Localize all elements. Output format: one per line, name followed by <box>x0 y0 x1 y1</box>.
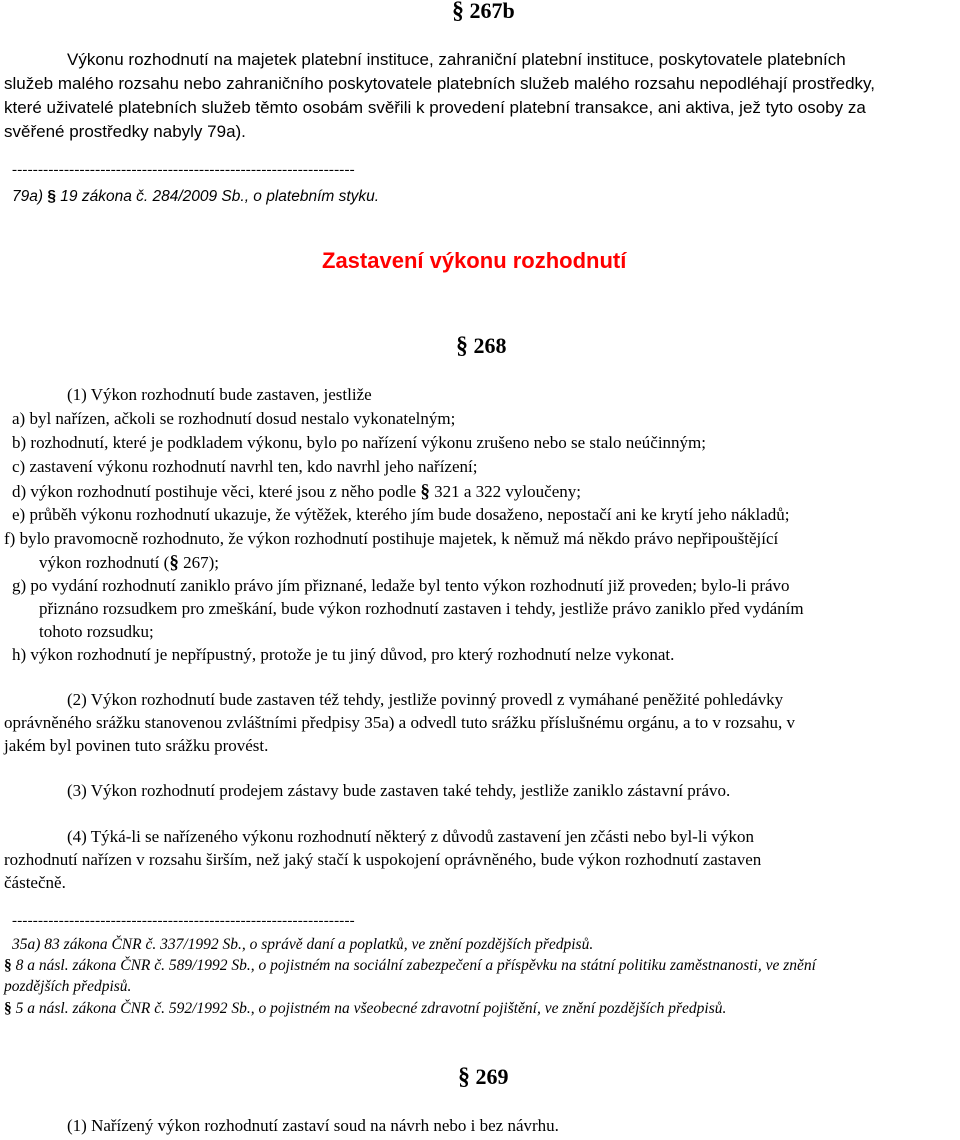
footnote-35a: 35a) 83 zákona ČNR č. 337/1992 Sb., o správě daní a poplatků, ve znění pozdějších předpisů. <box>12 936 594 953</box>
footnote-rule: ------------------------------------------------------------------ <box>12 913 355 929</box>
footnote-589-cont: pozdějších předpisů. <box>4 978 132 995</box>
paragraph-line: (1) Výkon rozhodnutí bude zastaven, jestliže <box>67 385 372 404</box>
paragraph-line: (3) Výkon rozhodnutí prodejem zástavy bude zastaven také tehdy, jestliže zaniklo zástavní právo. <box>67 781 731 800</box>
list-item-e: e) průběh výkonu rozhodnutí ukazuje, že výtěžek, kterého jím bude dosaženo, nepostačí ani ke krytí jeho nákladů; <box>12 505 790 524</box>
paragraph-line: rozhodnutí nařízen v rozsahu širším, než jaký stačí k uspokojení oprávněného, bude výkon rozhodnutí zastaven <box>4 850 762 869</box>
footnote-text: 8 a násl. zákona ČNR č. 589/1992 Sb., o pojistném na sociální zabezpečení a příspěvku na státní politiku zaměstnanosti, ve znění <box>15 957 816 974</box>
list-item-a: a) byl nařízen, ačkoli se rozhodnutí dosud nestalo vykonatelným; <box>12 409 456 428</box>
paragraph-line: částečně. <box>4 873 66 892</box>
paragraph-line: které uživatelé platebních služeb těmto osobám svěřili k provedení platební transakce, ani aktiva, jež tyto osoby za <box>4 98 866 117</box>
list-item-text: výkon rozhodnutí ( <box>39 553 170 572</box>
section-symbol: § <box>4 1000 12 1017</box>
footnote-rule: ------------------------------------------------------------------ <box>12 162 355 178</box>
paragraph-line: Výkonu rozhodnutí na majetek platební instituce, zahraniční platební instituce, poskytovatele platebních <box>67 50 846 69</box>
list-item-f: f) bylo pravomocně rozhodnuto, že výkon rozhodnutí postihuje majetek, k němuž má někdo právo nepřipouštějící <box>4 529 779 548</box>
paragraph-line: svěřené prostředky nabyly 79a). <box>4 122 246 141</box>
paragraph-line: služeb malého rozsahu nebo zahraničního poskytovatele platebních služeb malého rozsahu nepodléhají prostředky, <box>4 74 876 93</box>
list-item-c: c) zastavení výkonu rozhodnutí navrhl ten, kdo navrhl jeho nařízení; <box>12 457 478 476</box>
footnote-label: 79a) <box>12 188 44 205</box>
list-item-g-cont: přiznáno rozsudkem pro zmeškání, bude výkon rozhodnutí zastaven i tehdy, jestliže právo zaniklo před vydáním <box>39 599 804 618</box>
paragraph-line: (4) Týká-li se nařízeného výkonu rozhodnutí některý z důvodů zastavení jen zčásti nebo byl-li výkon <box>67 827 755 846</box>
paragraph-line: (1) Nařízený výkon rozhodnutí zastaví soud na návrh nebo i bez návrhu. <box>67 1116 559 1135</box>
paragraph-line: (2) Výkon rozhodnutí bude zastaven též tehdy, jestliže povinný provedl z vymáhané peněžité pohledávky <box>67 690 784 709</box>
section-symbol: § <box>47 188 56 205</box>
paragraph-line: oprávněného srážku stanovenou zvláštními předpisy 35a) a odvedl tuto srážku příslušnému orgánu, a to v rozsahu, v <box>4 713 795 732</box>
list-item-g-cont: tohoto rozsudku; <box>39 622 154 641</box>
list-item-f-cont <box>39 552 219 574</box>
section-symbol: § <box>169 552 179 573</box>
section-symbol: § <box>420 481 430 502</box>
list-item-g: g) po vydání rozhodnutí zaniklo právo jím přiznané, ledaže byl tento výkon rozhodnutí již proveden; bylo-li právo <box>12 576 790 595</box>
list-item-text: 321 a 322 vyloučeny; <box>434 482 581 501</box>
list-item-text: d) výkon rozhodnutí postihuje věci, které jsou z něho podle <box>12 482 417 501</box>
footnote-589 <box>4 957 816 975</box>
section-symbol: § <box>452 0 464 24</box>
section-symbol: § <box>456 333 468 359</box>
footnote-79a <box>12 188 379 206</box>
section-heading-267b <box>452 0 515 25</box>
list-item-d <box>12 481 581 503</box>
paragraph-line: jakém byl povinen tuto srážku provést. <box>4 736 269 755</box>
section-number: 268 <box>473 333 507 358</box>
section-heading-269 <box>458 1064 509 1091</box>
list-item-text: 267); <box>183 553 219 572</box>
footnote-text: 5 a násl. zákona ČNR č. 592/1992 Sb., o pojistném na všeobecné zdravotní pojištění, ve znění pozdějších předpisů. <box>15 1000 727 1017</box>
section-number: 269 <box>475 1064 509 1089</box>
section-symbol: § <box>458 1064 470 1090</box>
section-symbol: § <box>4 957 12 974</box>
section-number: 267b <box>469 0 515 23</box>
section-heading-268 <box>456 333 507 360</box>
footnote-text: 19 zákona č. 284/2009 Sb., o platebním styku. <box>60 188 380 205</box>
footnote-592 <box>4 1000 726 1018</box>
list-item-h: h) výkon rozhodnutí je nepřípustný, protože je tu jiný důvod, pro který rozhodnutí nelze vykonat. <box>12 645 675 664</box>
chapter-heading: Zastavení výkonu rozhodnutí <box>322 248 627 273</box>
list-item-b: b) rozhodnutí, které je podkladem výkonu, bylo po nařízení výkonu zrušeno nebo se stalo neúčinným; <box>12 433 707 452</box>
